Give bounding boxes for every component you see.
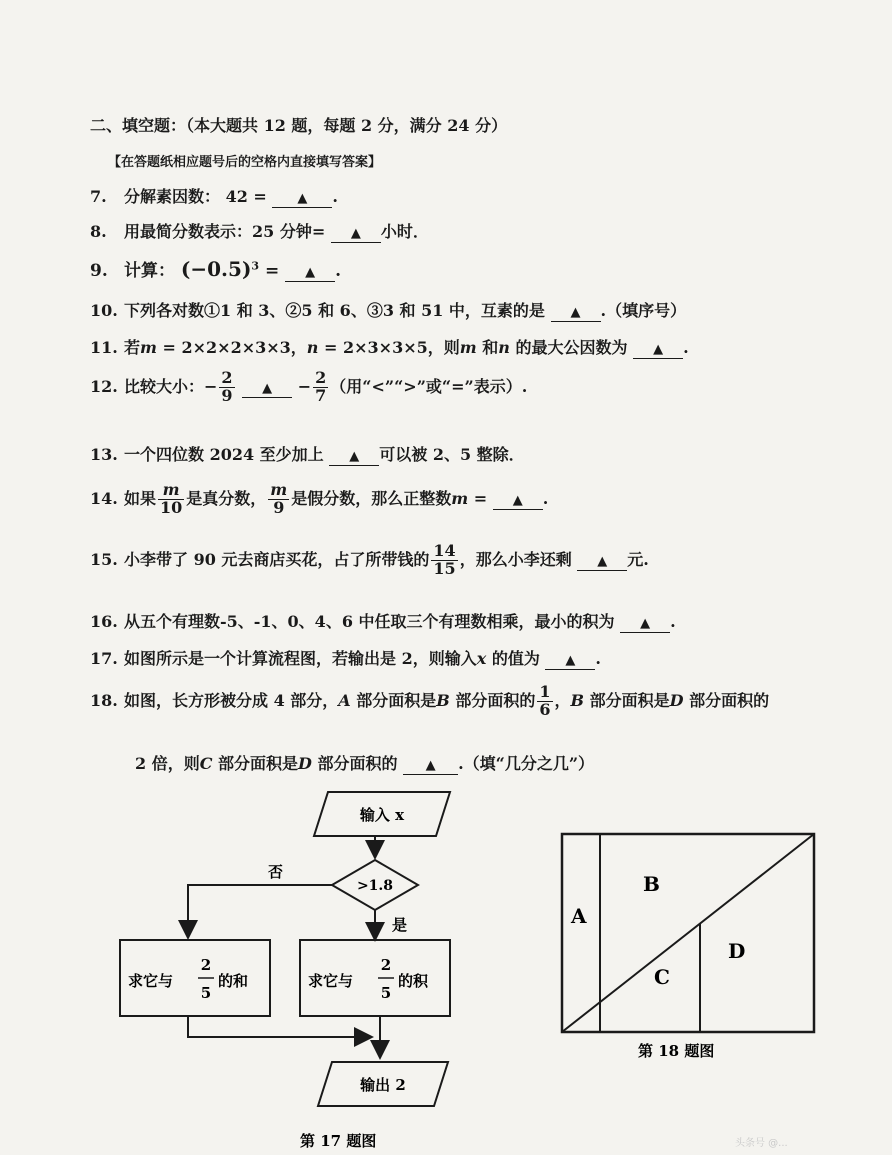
answer-blank[interactable]: ▲: [551, 305, 601, 322]
question-15: 15. 小李带了 90 元去商店买花，占了所带钱的 $\frac{14}{15}$ ，那么小李还剩 ▲ 元.: [90, 541, 649, 578]
question-9: 9. 计算： $(-0.5)^3$ = ▲ .: [90, 257, 342, 281]
sum-frac-num: 2: [200, 956, 212, 974]
question-17: 17. 如图所示是一个计算流程图，若输出是 2，则输入x 的值为 ▲ .: [90, 649, 601, 668]
question-18: 18. 如图，长方形被分成 4 部分，A 部分面积是B 部分面积的 $\frac{1}{6}$ ，B 部分面积是D 部分面积的: [90, 682, 770, 719]
region-A-label: A: [571, 904, 587, 928]
region-D-label: D: [728, 939, 746, 963]
answer-blank[interactable]: ▲: [577, 554, 627, 571]
rectangle-figure: [550, 820, 840, 1070]
section-title: 二、填空题：（本大题共 12 题，每题 2 分，满分 24 分）: [90, 116, 508, 135]
question-18-line-2: 2 倍，则C 部分面积是D 部分面积的 ▲ .（填“几分之几”）: [135, 754, 595, 773]
region-B-label: B: [643, 872, 660, 896]
answer-blank[interactable]: ▲: [329, 449, 379, 466]
product-frac-num: 2: [380, 956, 392, 974]
product-box-label-b: 的积: [398, 972, 429, 990]
flow-no-label: 否: [268, 863, 284, 881]
question-7: 7. 分解素因数： 42 = ▲ .: [90, 187, 338, 206]
question-14: 14. 如果 $\frac{m}{10}$ 是真分数， $\frac{m}{9}$ 是假分数，那么正整数m = ▲ .: [90, 480, 549, 517]
question-16: 16. 从五个有理数-5、-1、0、4、6 中任取三个有理数相乘，最小的积为 ▲ .: [90, 612, 676, 631]
question-12: 12. 比较大小：− $\frac{2}{9}$ ▲ − $\frac{2}{7}$ （用“<”“>”或“=”表示）.: [90, 368, 528, 405]
flow-condition-label: >1.8: [356, 878, 394, 894]
answer-blank[interactable]: ▲: [272, 191, 332, 208]
answer-blank[interactable]: ▲: [403, 758, 458, 775]
figure-17-caption: 第 17 题图: [300, 1132, 377, 1150]
answer-blank[interactable]: ▲: [285, 265, 335, 282]
flow-yes-label: 是: [392, 916, 408, 934]
sum-box-label-a: 求它与: [128, 972, 174, 990]
figure-18-caption: 第 18 题图: [638, 1042, 715, 1060]
answer-blank[interactable]: ▲: [633, 342, 683, 359]
sum-box-label-b: 的和: [218, 972, 249, 990]
section-note: 【在答题纸相应题号后的空格内直接填写答案】: [108, 155, 382, 170]
question-11: 11. 若m = 2×2×2×3×3，n = 2×3×3×5，则m 和n 的最大公因数为 ▲ .: [90, 338, 689, 357]
product-frac-den: 5: [380, 984, 392, 1002]
answer-blank[interactable]: ▲: [331, 226, 381, 243]
question-10: 10. 下列各对数①1 和 3、②5 和 6、③3 和 51 中，互素的是 ▲ .（填序号）: [90, 301, 687, 320]
region-C-label: C: [654, 965, 670, 989]
flow-output-label: 输出 2: [360, 1076, 406, 1094]
sum-frac-den: 5: [200, 984, 212, 1002]
answer-blank[interactable]: ▲: [545, 653, 595, 670]
answer-blank[interactable]: ▲: [242, 381, 292, 398]
flowchart-figure: [100, 780, 500, 1155]
product-box-label-a: 求它与: [308, 972, 354, 990]
watermark: 头条号 @...: [735, 1138, 788, 1149]
flow-input-label: 输入 x: [359, 806, 405, 824]
answer-blank[interactable]: ▲: [620, 616, 670, 633]
question-13: 13. 一个四位数 2024 至少加上 ▲ 可以被 2、5 整除．: [90, 445, 525, 464]
answer-blank[interactable]: ▲: [493, 493, 543, 510]
question-8: 8. 用最简分数表示：25 分钟= ▲ 小时．: [90, 222, 429, 241]
